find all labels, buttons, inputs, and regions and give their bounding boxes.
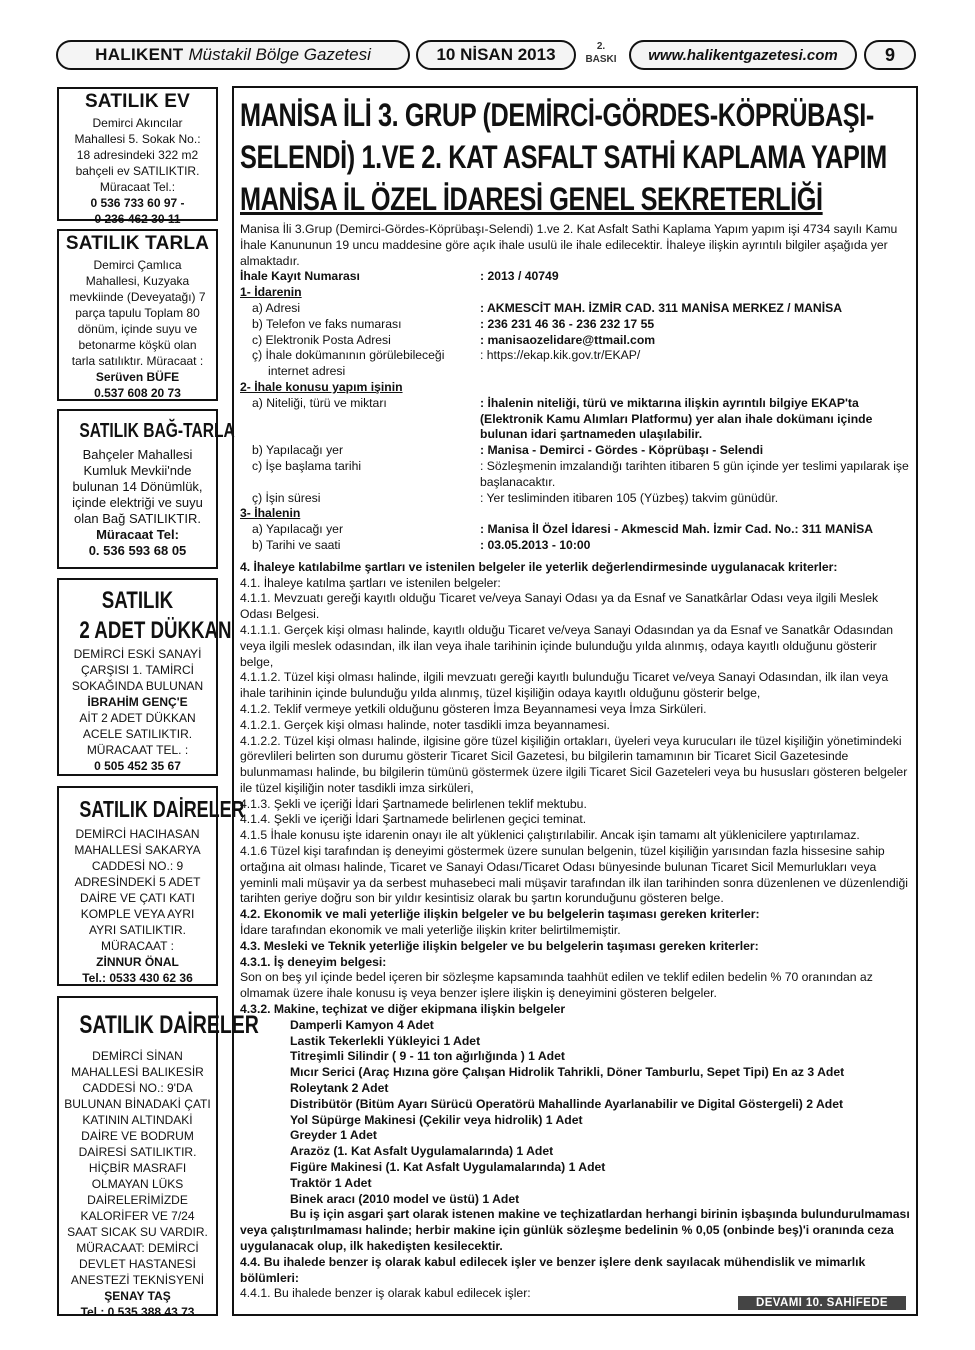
list-item: Greyder 1 Adet [290, 1128, 377, 1143]
ad-phone: 0 536 733 60 97 - [90, 196, 185, 210]
field-label: c) İşe başlama tarihi [252, 458, 362, 473]
field-label: a) Yapılacağı yer [252, 522, 344, 537]
ad-line: SAAT SICAK SU VARDIR. [67, 1225, 208, 1239]
info-row [240, 348, 910, 364]
ad-line: DAİRELERİMİZDE [87, 1193, 188, 1207]
ad-line: MAHALLESİ BALIKESİR [71, 1065, 204, 1079]
ad-line: ÇARŞISI 1. TAMİRCİ [81, 663, 194, 677]
ad-line: MAHALLESİ SAKARYA [74, 843, 201, 857]
paragraph: 4.1.3. Şekli ve içeriği İdari Şartnamede belirlenen teklif mektubu. [240, 796, 587, 811]
field-value: : 236 231 46 36 - 236 232 17 55 [480, 316, 655, 331]
ad-line: ADRESİNDEKİ 5 ADET [74, 875, 201, 889]
ad-line: DAİRE VE BODRUM [81, 1129, 194, 1143]
ad-line: dönüm, içinde suyu ve [77, 322, 198, 336]
page-number: 9 [864, 40, 916, 70]
ad-line: DAİRE VE ÇATI KATI [80, 891, 195, 905]
list-item: Damperli Kamyon 4 Adet [290, 1017, 434, 1032]
ad-line: AYRI SATILIKTIR. [89, 923, 186, 937]
ad-title: SATILIK DAİRELER [79, 1011, 259, 1039]
ad-line: SOKAĞINDA BULUNAN [71, 679, 204, 693]
ad-phone: Tel.: 0533 430 62 36 [82, 971, 193, 985]
equipment-list [240, 1018, 910, 1208]
ad-phone: 0 236 462 30 11 [94, 212, 181, 226]
field-label: ç) İhale dokümanının görülebileceği [252, 348, 445, 363]
ad-line: Kumluk Mevkii'nde [83, 463, 192, 478]
paragraph: 4.1.1.1. Gerçek kişi olması halinde, kayıtlı olduğu Ticaret ve/veya Sanayi Odasından ya da Esnaf ve Sanatkâr Odasından veya ilgili meslek odasından, ilk ilan veya ihale tarihinin içinde bulunduğu yılda alınmış, odaya kayıtlı olduğunu gösterir belge, [240, 622, 894, 669]
paragraph: İdare tarafından ekonomik ve mali yeterliğe ilişkin kriter belirtilmemiştir. [240, 923, 621, 938]
field-value[interactable]: : manisaozelidare@ttmail.com [480, 332, 656, 347]
ad-line: MÜRACAAT : [101, 939, 174, 953]
ad-line: bahçeli ev SATILIKTIR. [75, 164, 200, 178]
field-value: : Yer tesliminden itibaren 105 (Yüzbeş) takvim günüdür. [480, 490, 779, 505]
ad-satilik-daireler-2 [57, 996, 259, 1319]
info-row [240, 522, 910, 538]
info-row [240, 301, 910, 317]
ad-line: DEVLET HASTANESİ [79, 1257, 196, 1271]
ad-line: CADDESİ NO.: 9 [91, 859, 184, 873]
intro-paragraph: Manisa İli 3.Grup (Demirci-Gördes-Köprübaşı-Selendi) 1.ve 2. Kat Asfalt Sathi Kaplama Yapım yapım işi 4734 sayılı Kamu İhale Kanununun 19 uncu maddesine göre açık ihale usulü ile ihale edilecektir. İhaleye ilişkin ayrıntılı bilgiler aşağıda yer almaktadır. [240, 222, 898, 268]
ad-satilik-daireler-1 [57, 786, 245, 986]
brand-tagline: Müstakil Bölge Gazetesi [188, 45, 371, 64]
page-header [56, 40, 918, 74]
paragraph: 4.1.1.2. Tüzel kişi olması halinde, ilgili mevzuatı gereği kayıtlı bulunduğu Ticaret ve/veya Sanayi Odasından, ilk ilan veya ihale tarihinin içinde bulunduğu yılda alınmış, tüzel kişiliğin odaya kayıtlı olduğunu gösterir belge, [240, 670, 889, 701]
ad-line: CADDESİ NO.: 9'DA [82, 1081, 193, 1095]
ad-line: OLMAYAN LÜKS [91, 1177, 184, 1191]
paragraph: 4.1. İhaleye katılma şartları ve istenilen belgeler: [240, 575, 501, 590]
paragraph: 4.1.2.2. Tüzel kişi olması halinde, ilgisine göre tüzel kişiliğin ortakları, üyeleri veya kurucuları ile tüzel kişiliğin yönetimindeki görevlileri belirten son durumu gösterir Ticaret Sicil Gazetesi, bu bilgilerin tamamının bir Ticaret Sicil Gazetesinde bulunmaması halinde, bu bilgilerin tümünü göstermek üzere ilgili Ticaret Sicil Gazeteleri veya bu hususları gösteren belgeler ile tüzel kişiliğin noter tasdikli imza sirküleri, [240, 733, 908, 795]
list-item: Traktör 1 Adet [290, 1175, 372, 1190]
ad-subtitle: 2 ADET DÜKKAN [79, 617, 232, 644]
ad-line: Demirci Çamlıca [93, 258, 182, 272]
paragraph: 4.1.1. Mevzuatı gereği kayıtlı olduğu Ticaret ve/veya Sanayi Odası ya da Esnaf ve Sanatkârlar Odası veya ilgili Meslek Odası Belgesi. [240, 591, 879, 622]
ad-title: SATILIK EV [84, 91, 191, 112]
section-heading: 3- İhalenin [240, 506, 301, 521]
ad-line: mevkiinde (Deveyatağı) 7 [69, 290, 206, 304]
field-value: : 2013 / 40749 [480, 269, 559, 284]
list-item: Arazöz (1. Kat Asfalt Uygulamalarında) 1 Adet [290, 1144, 554, 1159]
field-label: c) Elektronik Posta Adresi [252, 332, 391, 347]
ad-satilik-bag-tarla [57, 409, 235, 569]
ad-line: parça tapulu Toplam 80 [75, 306, 200, 320]
headline-line [240, 178, 912, 220]
list-item: Distribütör (Bitüm Ayarı Sürücü Operatörü Mahallinde Ayarlanabilir ve Digital Göstergeli) 2 Adet [290, 1096, 844, 1111]
ad-title: SATILIK BAĞ-TARLA [79, 420, 235, 442]
field-value: : Manisa - Demirci - Gördes - Köprübaşı - Selendi [480, 443, 764, 458]
paragraph: Son on beş yıl içinde bedel içeren bir sözleşme kapsamında taahhüt edilen ve teklif edilen bedelin % 70 oranından az olmamak üzere ihale konusu iş veya benzer işlere ilişkin iş deneyimini gösteren belgeler. [240, 970, 873, 1001]
ad-line: Müracaat Tel.: [99, 180, 176, 194]
paragraph: Bu iş için asgari şart olarak istenen makine ve teçhizatlardan herhangi birinin işbaşında bulundurulmaması veya çalıştırılmaması halinde; herbir makine için günlük sözleşme bedelinin % 0,05 (onbinde beş)'i oranında ceza uygulanacak olup, ilk hakedişten kesilecektir. [240, 1207, 910, 1253]
ad-line: 18 adresindeki 322 m2 [76, 148, 199, 162]
ad-satilik-dukkan [57, 578, 232, 776]
article-headline [240, 94, 912, 220]
section-heading: 4. İhaleye katılabilme şartları ve istenilen belgeler ile yeterlik değerlendirmesinde uygulanacak kriterler: [240, 559, 838, 574]
info-row [240, 317, 910, 333]
field-value: : Sözleşmenin imzalandığı tarihten itibaren 5 gün içinde yer teslimi yapılarak işe başlanacaktır. [480, 458, 909, 489]
field-label: a) Adresi [252, 300, 301, 315]
paragraph: 4.1.2. Teklif vermeye yetkili olduğunu gösteren İmza Beyannamesi veya İmza Sirküleri. [240, 701, 707, 716]
edition-label [579, 40, 623, 72]
ad-contact: ZİNNUR ÖNAL [96, 955, 179, 969]
section-heading: 1- İdarenin [240, 285, 302, 300]
field-label: b) Tarihi ve saati [252, 537, 341, 552]
headline-line: SELENDİ) 1.VE 2. KAT ASFALT SATHİ KAPLAMA YAPIM [240, 139, 887, 175]
newspaper-brand [56, 40, 410, 70]
ad-line: DEMİRCİ SİNAN [92, 1049, 183, 1063]
ad-satilik-tarla [57, 229, 218, 401]
list-item: Binek aracı (2010 model ve üstü) 1 Adet [290, 1191, 520, 1206]
ad-title: SATILIK TARLA [65, 233, 210, 254]
ad-line: MÜRACAAT TEL. : [86, 743, 189, 757]
section-heading: 4.4. Bu ihalede benzer iş olarak kabul edilecek işler ve benzer işlere denk sayılacak mühendislik ve mimarlık bölümleri: [240, 1254, 866, 1285]
ad-phone: 0. 536 593 68 05 [88, 543, 187, 558]
field-value: : AKMESCİT MAH. İZMİR CAD. 311 MANİSA MERKEZ / MANİSA [480, 300, 843, 315]
ad-contact: Serüven BÜFE [95, 370, 180, 384]
ad-satilik-ev [57, 87, 218, 226]
ad-line: KATININ ALTINDAKİ [82, 1113, 193, 1127]
ad-line: bulunan 14 Dönümlük, [72, 479, 203, 494]
info-row [240, 333, 910, 349]
ad-contact: Müracaat Tel: [96, 527, 179, 542]
ad-line: DAİRESİ SATILIKTIR. [78, 1145, 197, 1159]
paragraph: 4.1.6 Tüzel kişi tarafından iş deneyimi göstermek üzere sunulan belgenin, tüzel kişiliğin yarısından fazla hissesine sahip ortağına ait olması halinde, Ticaret ve Sanayi Odası/Ticaret Odası bünyesinde bulunan Ticaret Sicil Memurlukları veya yeminli mali müşavir ya da serbest muhasebeci mali müşavir tarafından ilk ilan tarihinden sonra düzenlenen ve düzenlendiği tarihten geriye doğru son bir yıldır kesintisiz olarak bu şartın korunduğunu gösteren belge. [240, 844, 908, 906]
ad-phone: 0 505 452 35 67 [94, 759, 181, 773]
ad-line: DEMİRCİ ESKİ SANAYİ [73, 647, 202, 661]
subsection-heading: 4.3.2. Makine, teçhizat ve diğer ekipmana ilişkin belgeler [240, 1002, 566, 1017]
ad-line: AİT 2 ADET DÜKKAN [79, 711, 196, 725]
field-value[interactable]: : https://ekap.kik.gov.tr/EKAP/ [480, 348, 641, 363]
edition-word: BASKI [585, 54, 617, 65]
ad-line: Demirci Akıncılar [92, 116, 183, 130]
section-heading: 2- İhale konusu yapım işinin [240, 379, 403, 394]
list-item: Figüre Makinesi (1. Kat Asfalt Uygulamalarında) 1 Adet [290, 1160, 606, 1175]
paragraph: 4.1.2.1. Gerçek kişi olması halinde, noter tasdikli imza beyannamesi. [240, 717, 610, 732]
tender-announcement [232, 86, 918, 1316]
ad-line: tarla satılıktır. Müracaat : [71, 354, 204, 368]
ad-line: HİÇBİR MASRAFI [88, 1161, 187, 1175]
ad-line: İBRAHİM GENÇ'E [87, 695, 188, 709]
info-row [240, 538, 910, 554]
edition-number: 2. [596, 41, 606, 52]
subsection-heading: 4.3.1. İş deneyim belgesi: [240, 954, 387, 969]
field-label-cont: internet adresi [268, 364, 346, 379]
continued-banner: DEVAMI 10. SAHİFEDE [738, 1296, 906, 1310]
paragraph: 4.4.1. Bu ihalede benzer iş olarak kabul edilecek işler: [240, 1286, 531, 1301]
list-item: Lastik Tekerlekli Yükleyici 1 Adet [290, 1033, 481, 1048]
ad-phone: Tel.: 0 535 388 43 73 [80, 1305, 195, 1319]
ad-line: olan Bağ SATILIKTIR. [74, 511, 201, 526]
ad-line: Mahallesi 5. Sokak No.: [74, 132, 201, 146]
list-item: Roleytank 2 Adet [290, 1081, 389, 1096]
ad-line: Mahallesi, Kuzyaka [85, 274, 190, 288]
ad-line: Bahçeler Mahallesi [82, 447, 193, 462]
info-row [240, 491, 910, 507]
field-label: b) Yapılacağı yer [252, 443, 344, 458]
ad-line: betonarme köşkü olan [78, 338, 197, 352]
issue-date: 10 NİSAN 2013 [416, 40, 576, 70]
info-row [240, 443, 910, 459]
list-item: Titreşimli Silindir ( 9 - 11 ton ağırlığında ) 1 Adet [290, 1049, 565, 1064]
field-label: İhale Kayıt Numarası [240, 269, 360, 284]
ad-title: SATILIK DAİRELER [79, 796, 245, 822]
ad-line: KOMPLE VEYA AYRI [80, 907, 195, 921]
list-item: Mıcır Serici (Araç Hızına göre Çalışan Hidrolik Tahrikli, Döner Tamburlu, Sepet Tipi) En az 3 Adet [290, 1065, 845, 1080]
field-value: : 03.05.2013 - 10:00 [480, 537, 591, 552]
list-item: Yol Süpürge Makinesi (Çekilir veya hidrolik) 1 Adet [290, 1112, 583, 1127]
field-value: : Manisa İl Özel İdaresi - Akmescid Mah. İzmir Cad. No.: 311 MANİSA [480, 522, 874, 537]
headline-line: MANİSA İLİ 3. GRUP (DEMİRCİ-GÖRDES-KÖPRÜBAŞI- [240, 97, 874, 133]
ad-title: SATILIK [101, 587, 174, 614]
paragraph: 4.1.5 İhale konusu işte idarenin onayı ile alt yüklenici çalıştırılabilir. Ancak işin tamamı alt yüklenicilere yaptırılamaz. [240, 828, 860, 843]
article-body [240, 222, 910, 1302]
info-row [240, 459, 910, 491]
field-label: a) Niteliği, türü ve miktarı [252, 395, 387, 410]
ad-line: BULUNAN BİNADAKİ ÇATI [64, 1097, 211, 1111]
website-link[interactable]: www.halikentgazetesi.com [629, 40, 857, 70]
ad-line: ACELE SATILIKTIR. [82, 727, 193, 741]
ad-contact: ŞENAY TAŞ [104, 1289, 171, 1303]
tender-registration [240, 269, 910, 285]
section-heading: 4.3. Mesleki ve Teknik yeterliğe ilişkin belgeler ve bu belgelerin taşıması gereken kriterler: [240, 938, 759, 953]
section-heading: 4.2. Ekonomik ve mali yeterliğe ilişkin belgeler ve bu belgelerin taşıması gereken kriterler: [240, 907, 760, 922]
ad-line: içinde elektriği ve suyu [72, 495, 203, 510]
ad-line: DEMİRCİ HACIHASAN [75, 827, 200, 841]
ad-phone: 0.537 608 20 73 [94, 386, 181, 400]
info-row [240, 396, 910, 443]
ad-line: ANESTEZİ TEKNİSYENİ [70, 1273, 205, 1287]
ad-line: MÜRACAAT: DEMİRCİ [76, 1241, 199, 1255]
field-value: : İhalenin niteliği, türü ve miktarına ilişkin ayrıntılı bilgiye EKAP'ta (Elektronik Kamu Alımları Platformu) yer alan ihale dokümanı içinde bulunan idari şartnameden ulaşılabilir. [480, 395, 873, 442]
field-label: b) Telefon ve faks numarası [252, 316, 402, 331]
paragraph: 4.1.4. Şekli ve içeriği İdari Şartnamede belirlenen geçici teminat. [240, 812, 587, 827]
headline-underlined: MANİSA İL ÖZEL İDARESİ GENEL SEKRETERLİĞİ [240, 181, 823, 217]
ad-line: KALORİFER VE 7/24 [80, 1209, 195, 1223]
field-label: ç) İşin süresi [252, 490, 321, 505]
brand-name: HALIKENT [95, 45, 184, 64]
